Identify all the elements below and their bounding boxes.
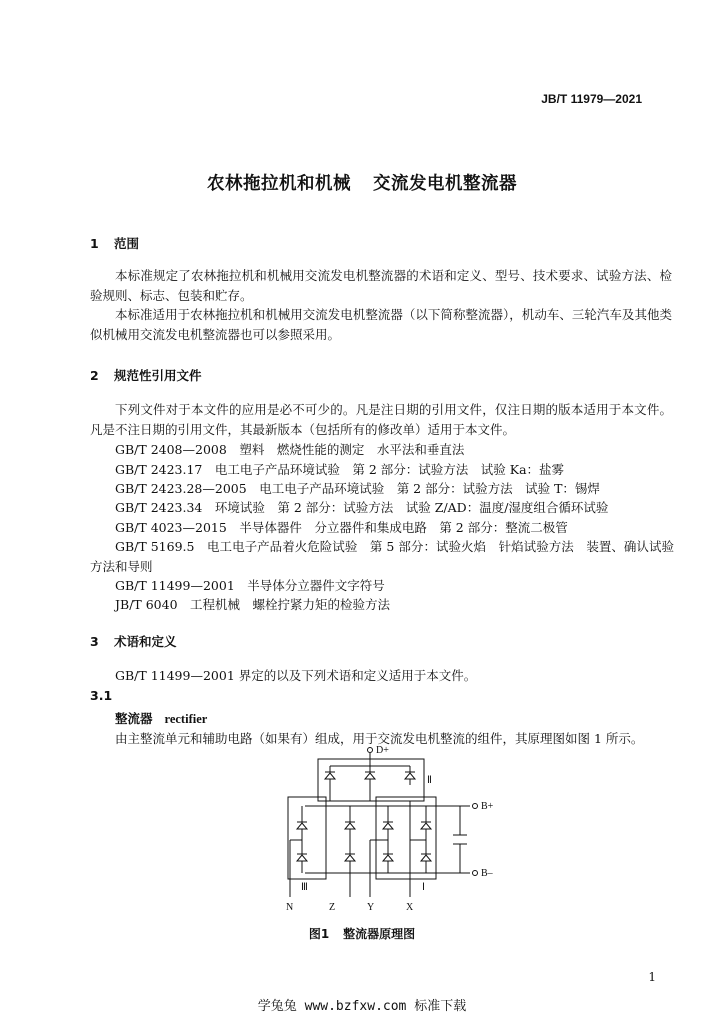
figure-caption: 图1 整流器原理图 [308, 927, 416, 941]
terms-intro: GB/T 11499—2001 界定的以及下列术语和定义适用于本文件。 [115, 668, 477, 683]
subsection-number: 3.1 [90, 688, 113, 703]
reference-item: GB/T 11499—2001 半导体分立器件文字符号 [115, 578, 385, 593]
page-number: 1 [648, 970, 656, 984]
b-plus-label: B+ [481, 801, 494, 812]
reference-item: GB/T 2423.34 环境试验 第 2 部分：试验方法 试验 Z/AD：温度/湿度组合循环试验 [115, 500, 609, 515]
document-title [0, 170, 724, 195]
term-definition: 由主整流单元和辅助电路（如果有）组成，用于交流发电机整流的组件，其原理图如图 1 所示。 [115, 731, 644, 746]
d-plus-label: D+ [376, 745, 389, 756]
term-chinese: 整流器 [115, 711, 153, 726]
reference-item: GB/T 2423.17 电工电子产品环境试验 第 2 部分：试验方法 试验 Ka：盐雾 [115, 462, 565, 477]
group-1-label: Ⅰ [422, 882, 425, 893]
terminal-z-label: Z [329, 902, 336, 913]
term-entry [115, 709, 207, 727]
section-2-heading: 2 规范性引用文件 [90, 368, 202, 383]
title-part1: 农林拖拉机和机械 [207, 174, 351, 194]
diode-icon [345, 822, 355, 829]
terminal-x-label: X [406, 902, 414, 913]
diode-icon [297, 854, 307, 861]
diode-icon [383, 854, 393, 861]
diode-icon [405, 772, 415, 779]
group-2-label: Ⅱ [427, 775, 432, 786]
d-plus-terminal [368, 748, 373, 753]
diode-icon [345, 854, 355, 861]
reference-item: JB/T 6040 工程机械 螺栓拧紧力矩的检验方法 [115, 597, 391, 612]
references-intro: 下列文件对于本文件的应用是必不可少的。凡是注日期的引用文件，仅注日期的版本适用于本文件。凡是不注日期的引用文件，其最新版本（包括所有的修改单）适用于本文件。 [90, 402, 672, 437]
diode-icon [297, 822, 307, 829]
reference-item: GB/T 4023—2015 半导体器件 分立器件和集成电路 第 2 部分：整流二极管 [115, 520, 568, 535]
group-3-label: Ⅲ [301, 882, 308, 893]
b-minus-label: B– [481, 868, 493, 879]
terminal-y-label: Y [367, 902, 375, 913]
b-minus-terminal [473, 871, 478, 876]
diode-icon [325, 772, 335, 779]
b-plus-terminal [473, 804, 478, 809]
reference-item: GB/T 5169.5 电工电子产品着火危险试验 第 5 部分：试验火焰 针焰试验方法 装置、确认试验方法和导则 [90, 539, 674, 574]
terminal-n-label: N [286, 902, 294, 913]
diode-group-box [318, 759, 424, 801]
term-english: rectifier [164, 712, 208, 726]
scope-paragraph-1: 本标准规定了农林拖拉机和机械用交流发电机整流器的术语和定义、型号、技术要求、试验方法、检验规则、标志、包装和贮存。 [90, 268, 672, 303]
section-3-heading: 3 术语和定义 [90, 634, 177, 649]
section-1-heading: 1 范围 [90, 236, 140, 251]
scope-paragraph-2: 本标准适用于农林拖拉机和机械用交流发电机整流器（以下简称整流器），机动车、三轮汽车及其他类似机械用交流发电机整流器也可以参照采用。 [90, 307, 672, 342]
diode-group-box [288, 797, 326, 879]
diode-icon [421, 854, 431, 861]
standard-number: JB/T 11979—2021 [541, 92, 642, 106]
footer-watermark[interactable]: 学兔兔 www.bzfxw.com 标准下载 [257, 999, 467, 1014]
diode-icon [365, 772, 375, 779]
diode-icon [383, 822, 393, 829]
diode-icon [421, 822, 431, 829]
title-part2: 交流发电机整流器 [373, 174, 517, 194]
reference-item: GB/T 2423.28—2005 电工电子产品环境试验 第 2 部分：试验方法 试验 T：锡焊 [115, 481, 600, 496]
reference-item: GB/T 2408—2008 塑料 燃烧性能的测定 水平法和垂直法 [115, 442, 465, 457]
rectifier-circuit-diagram [270, 745, 510, 915]
diode-group-box [376, 797, 436, 879]
